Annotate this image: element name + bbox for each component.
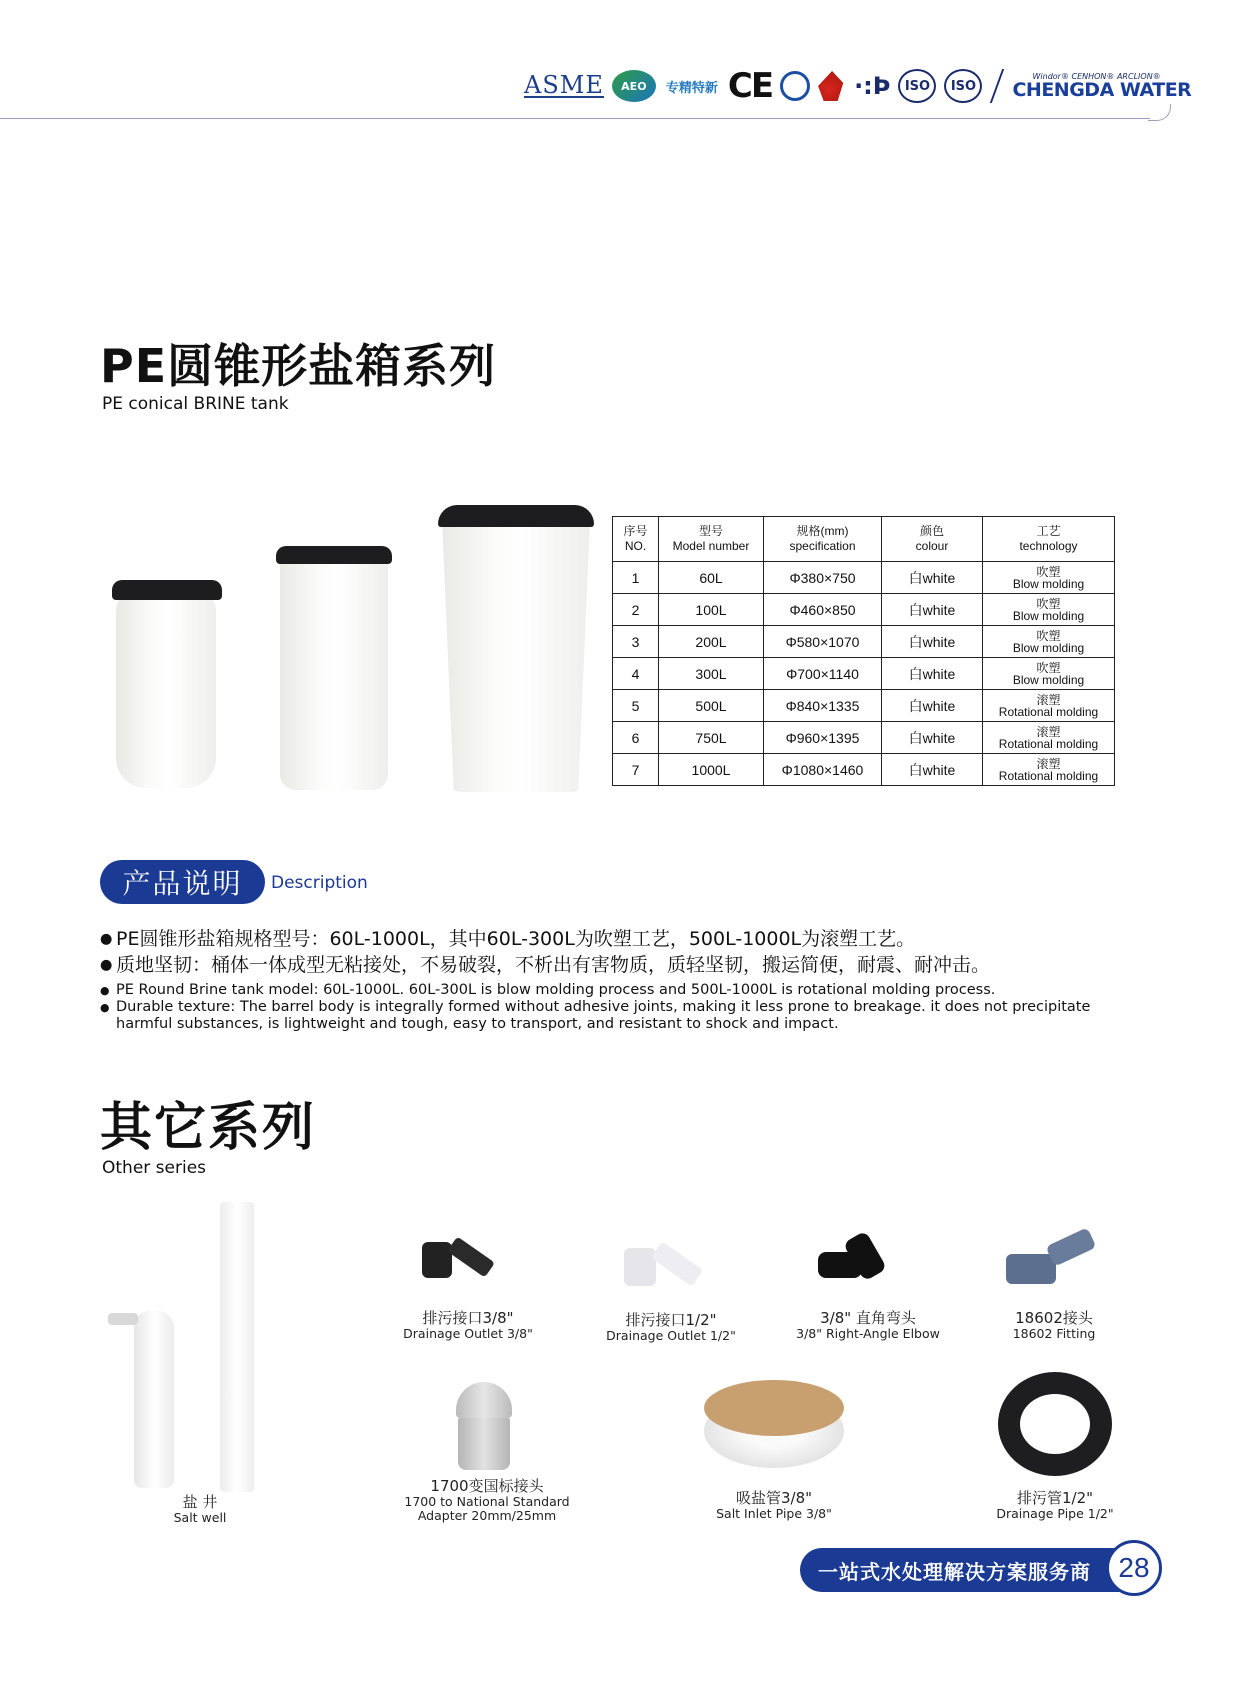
iso-badge: ISO: [898, 69, 936, 103]
dp-logo-icon: ·:Ϸ: [854, 72, 891, 100]
asme-logo: ASME: [524, 71, 604, 99]
description-cn: [100, 926, 990, 978]
footer-slogan: 一站式水处理解决方案服务商: [800, 1548, 1128, 1592]
product-drainage-pipe: 排污管1/2" Drainage Pipe 1/2": [996, 1489, 1114, 1521]
description-line: ● Durable texture: The barrel body is integrally formed without adhesive joints, making it less prone to breakage. it does not precipitate harmful substances, is lightweight and tough, easy to transport, and resistant to shock and impact.: [100, 999, 1130, 1033]
description-en: [100, 982, 1130, 1033]
product-drainage-outlet-38: 排污接口3/8" Drainage Outlet 3/8": [403, 1309, 533, 1341]
table-row: 2 100L Φ460×850 白white 吹塑 Blow molding: [613, 594, 1115, 626]
product-salt-well: 盐 井 Salt well: [173, 1493, 227, 1525]
drainage-outlet-38-image: [418, 1234, 498, 1290]
table-row: 7 1000L Φ1080×1460 白white 滚塑 Rotational molding: [613, 754, 1115, 786]
ce-mark: CE: [727, 66, 773, 106]
aeo-logo: AEO: [612, 70, 656, 102]
product-drainage-outlet-12: 排污接口1/2" Drainage Outlet 1/2": [606, 1311, 736, 1343]
page-number: 28: [1106, 1540, 1162, 1596]
drainage-outlet-12-image: [620, 1240, 710, 1296]
section-title: PE圆锥形盐箱系列: [100, 339, 497, 393]
description-heading: 产品说明: [100, 860, 265, 904]
product-adapter: 1700变国标接头 1700 to National Standard Adapter 20mm/25mm: [404, 1477, 570, 1523]
product-salt-inlet-pipe: 吸盐管3/8" Salt Inlet Pipe 3/8": [716, 1489, 832, 1521]
zhuanjing-logo: 专精特新: [665, 80, 718, 96]
header-no: 序号 NO.: [613, 517, 659, 562]
right-angle-elbow-image: [818, 1230, 898, 1290]
spec-table: [612, 516, 1115, 786]
description-line: ● PE Round Brine tank model: 60L-1000L. 60L-300L is blow molding process and 500L-1000L is rotational molding process.: [100, 982, 1130, 999]
brand-sub: Windor® CENHON® ARCLION®: [1032, 71, 1161, 81]
brand-logo: [1012, 73, 1191, 100]
section-subtitle: Other series: [102, 1158, 207, 1178]
header-colour: 颜色 colour: [882, 517, 983, 562]
header-rule: [0, 118, 1150, 119]
table-row: 6 750L Φ960×1395 白white 滚塑 Rotational molding: [613, 722, 1115, 754]
header-rule-curve: [1148, 104, 1171, 121]
description-line: ● PE圆锥形盐箱规格型号：60L-1000L，其中60L-300L为吹塑工艺，500L-1000L为滚塑工艺。: [100, 926, 990, 952]
flame-logo-icon: [818, 71, 846, 101]
table-header-row: [613, 517, 1115, 562]
header-model: 型号 Model number: [659, 517, 764, 562]
table-row: 5 500L Φ840×1335 白white 滚塑 Rotational molding: [613, 690, 1115, 722]
fitting-18602-image: [1004, 1230, 1104, 1292]
header-spec: 规格(mm) specification: [764, 517, 882, 562]
header-technology: 工艺 technology: [983, 517, 1115, 562]
seal-icon: [780, 71, 810, 101]
section-title: 其它系列: [100, 1098, 317, 1158]
divider: [990, 69, 1004, 103]
product-right-angle-elbow: 3/8" 直角弯头 3/8" Right-Angle Elbow: [796, 1309, 940, 1341]
iso-badge: ISO: [944, 69, 982, 103]
description-line: ● 质地坚韧：桶体一体成型无粘接处，不易破裂，不析出有害物质，质轻坚韧，搬运简便，耐震、耐冲击。: [100, 952, 990, 978]
description-heading-en: Description: [271, 873, 368, 893]
table-row: 1 60L Φ380×750 白white 吹塑 Blow molding: [613, 562, 1115, 594]
product-fitting-18602: 18602接头 18602 Fitting: [1012, 1309, 1096, 1341]
certification-logos: [524, 66, 1191, 106]
table-row: 3 200L Φ580×1070 白white 吹塑 Blow molding: [613, 626, 1115, 658]
table-row: 4 300L Φ700×1140 白white 吹塑 Blow molding: [613, 658, 1115, 690]
brand-name: CHENGDA WATER: [1012, 78, 1192, 101]
section-subtitle: PE conical BRINE tank: [102, 394, 289, 414]
